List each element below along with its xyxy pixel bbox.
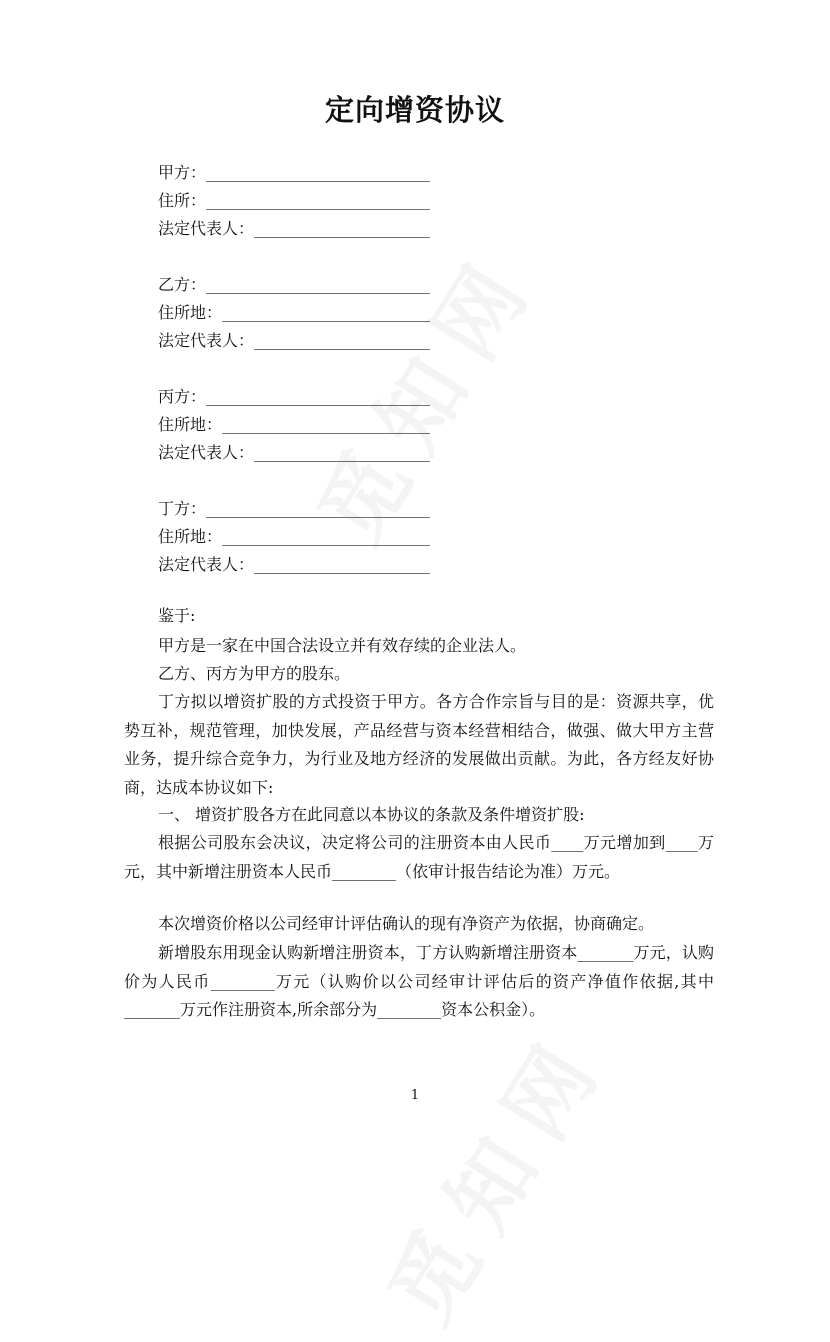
party-a-name-line: 甲方：____________________________ [158, 163, 431, 182]
page-number: 1 [410, 1088, 420, 1103]
clause-paragraph: 丁方拟以增资扩股的方式投资于甲方。各方合作宗旨与目的是：资源共享，优势互补，规范管理，加快发展，产品经营与资本经营相结合，做强、做大甲方主营业务，提升综合竞争力，为行业及地方经济的发展做出贡献。为此，各方经友好协商，达成本协议如下: [124, 692, 714, 797]
party-b-rep-line: 法定代表人：______________________ [158, 331, 431, 350]
page-title: 定向增资协议 [324, 93, 505, 127]
party-b-address-line: 住所地：__________________________ [158, 303, 431, 322]
clause-heading: 一、 增资扩股各方在此同意以本协议的条款及条件增资扩股: [158, 805, 585, 824]
clause-paragraph: 新增股东用现金认购新增注册资本，丁方认购新增注册资本_______万元，认购价为人民币________万元（认购价以公司经审计评估后的资产净值作依据,其中_______万元作注册资本,所余部分为________资本公积金）。 [124, 943, 714, 1020]
party-b-name-line: 乙方：____________________________ [158, 275, 431, 294]
clause-paragraph: 乙方、丙方为甲方的股东。 [158, 664, 351, 683]
clause-paragraph: 本次增资价格以公司经审计评估确认的现有净资产为依据，协商确定。 [158, 914, 655, 933]
clause-paragraph: 甲方是一家在中国合法设立并有效存续的企业法人。 [158, 636, 527, 655]
party-c-rep-line: 法定代表人：______________________ [158, 443, 431, 462]
clause-paragraph: 根据公司股东会决议，决定将公司的注册资本由人民币____万元增加到____万元，其中新增注册资本人民币________（依审计报告结论为准）万元。 [124, 833, 714, 881]
whereas-heading: 鉴于: [158, 606, 196, 625]
party-a-rep-line: 法定代表人：______________________ [158, 219, 431, 238]
party-d-name-line: 丁方：____________________________ [158, 499, 431, 518]
party-d-rep-line: 法定代表人：______________________ [158, 555, 431, 574]
party-a-address-line: 住所：____________________________ [158, 191, 431, 210]
party-d-address-line: 住所地：__________________________ [158, 527, 431, 546]
watermark [354, 1002, 631, 1342]
party-c-address-line: 住所地：__________________________ [158, 415, 431, 434]
party-c-name-line: 丙方：____________________________ [158, 387, 431, 406]
